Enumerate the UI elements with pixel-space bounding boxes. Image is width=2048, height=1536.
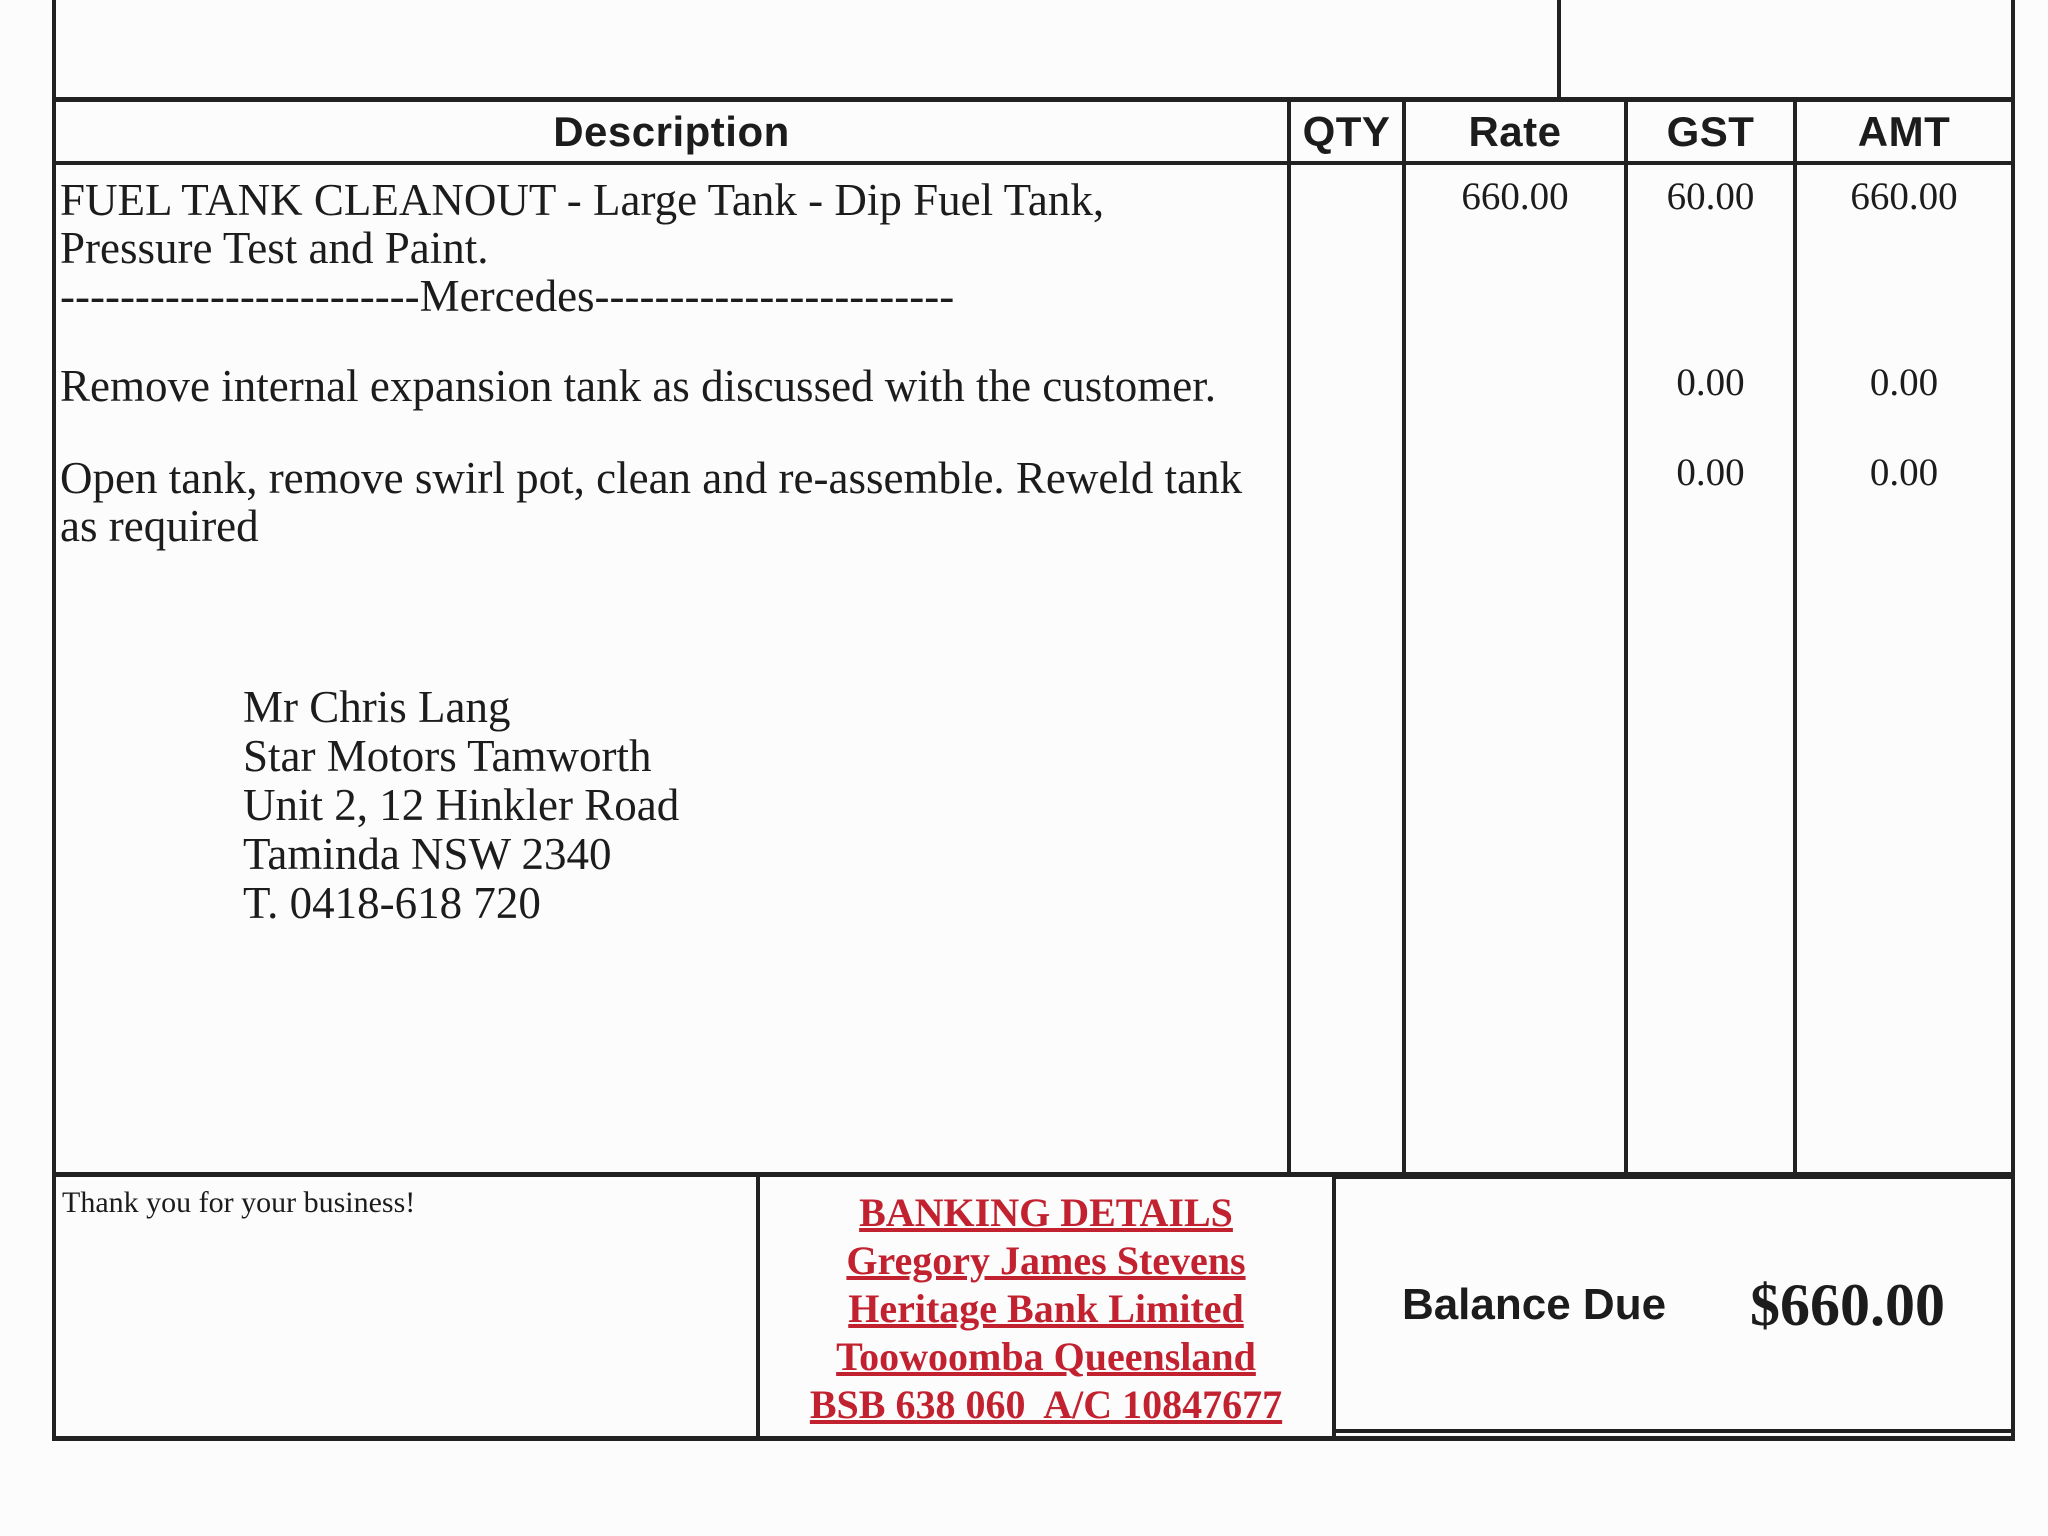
row1-line3: ------------------------Mercedes------------------------ (60, 271, 955, 321)
customer-name: Mr Chris Lang (243, 682, 511, 732)
outer-left-border (52, 0, 56, 1441)
customer-phone: T. 0418-618 720 (243, 878, 541, 928)
col-divider-rate-left (1402, 97, 1406, 1172)
banking-bank-name: Heritage Bank Limited (848, 1286, 1244, 1331)
banking-details-title: BANKING DETAILS (859, 1190, 1233, 1235)
row3-line2: as required (60, 501, 259, 551)
banking-details-block (760, 1189, 1332, 1429)
banking-bank-location: Toowoomba Queensland (836, 1334, 1256, 1379)
row1-line2: Pressure Test and Paint. (60, 223, 489, 273)
col-divider-gst-left (1624, 97, 1628, 1172)
customer-address-block (243, 683, 679, 928)
balance-due-section (1336, 1177, 2011, 1433)
col-divider-qty-left (1287, 97, 1291, 1172)
customer-street: Unit 2, 12 Hinkler Road (243, 780, 680, 830)
row3-amt-value: 0.00 (1869, 451, 1939, 494)
col-divider-amt-left (1793, 97, 1797, 1172)
row1-rate-value: 660.00 (1461, 175, 1569, 218)
column-header-qty: QTY (1302, 107, 1391, 155)
row1-gst-value: 60.00 (1666, 175, 1755, 218)
thank-you-message: Thank you for your business! (62, 1186, 416, 1219)
header-bottom-border (52, 161, 2015, 165)
balance-due-label: Balance Due (1401, 1280, 1667, 1329)
row3-gst-value: 0.00 (1676, 451, 1745, 494)
banking-account-name: Gregory James Stevens (846, 1238, 1246, 1283)
row2-amt-value: 0.00 (1869, 361, 1939, 404)
row2-gst-value: 0.00 (1676, 361, 1745, 404)
column-header-rate: Rate (1468, 107, 1562, 155)
banking-bsb-account: BSB 638 060 A/C 10847677 (809, 1382, 1283, 1427)
row2-line1: Remove internal expansion tank as discussed with the customer. (60, 361, 1217, 411)
column-header-gst: GST (1666, 107, 1755, 155)
column-header-amt: AMT (1857, 107, 1951, 155)
table-row-description-1 (60, 176, 1282, 320)
customer-company: Star Motors Tamworth (243, 731, 652, 781)
table-row-description-3 (60, 454, 1282, 550)
balance-due-amount: $660.00 (1750, 1271, 1946, 1338)
table-row-description-2 (60, 362, 1282, 410)
customer-city: Taminda NSW 2340 (243, 829, 612, 879)
row1-line1: FUEL TANK CLEANOUT - Large Tank - Dip Fuel Tank, (60, 175, 1105, 225)
row1-amt-value: 660.00 (1850, 175, 1958, 218)
top-section-divider (1557, 0, 1561, 102)
footer-bottom-border (52, 1436, 2015, 1441)
row3-line1: Open tank, remove swirl pot, clean and re-assemble. Reweld tank (60, 453, 1243, 503)
column-header-description: Description (553, 107, 790, 155)
